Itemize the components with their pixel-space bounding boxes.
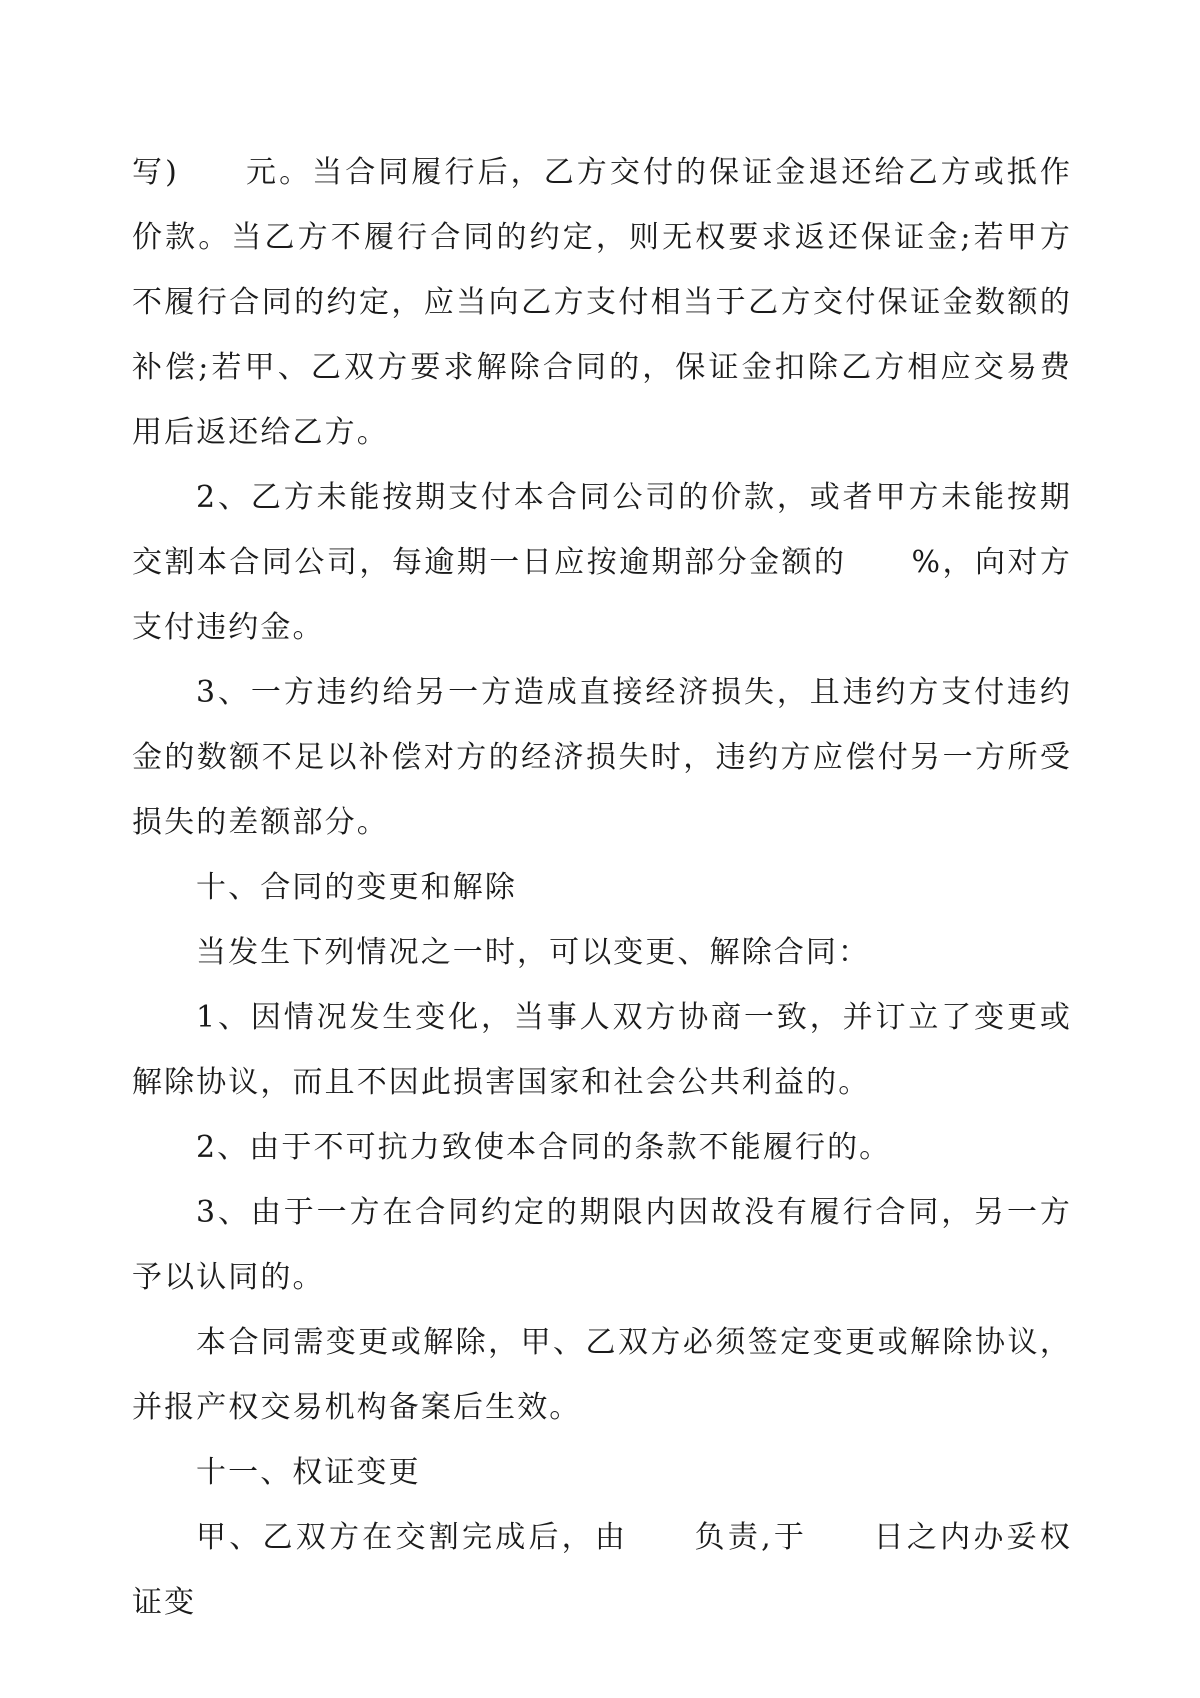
section-heading-contract-change: 十、合同的变更和解除: [196, 870, 517, 905]
section-heading-title-change: 十一、权证变更: [196, 1455, 421, 1490]
paragraph-deposit-terms: 写) 元。当合同履行后，乙方交付的保证金退还给乙方或抵作价款。当乙方不履行合同的约定，则无权要求返还保证金;若甲方不履行合同的约定，应当向乙方支付相当于乙方交付保证金数额的补偿;若甲、乙双方要求解除合同的，保证金扣除乙方相应交易费用后返还给乙方。: [132, 155, 1072, 450]
paragraph-condition-3: 3、由于一方在合同约定的期限内因故没有履行合同，另一方予以认同的。: [132, 1195, 1072, 1295]
paragraph-change-agreement: 本合同需变更或解除，甲、乙双方必须签定变更或解除协议，并报产权交易机构备案后生效。: [132, 1325, 1072, 1425]
document-body: [132, 140, 1072, 1635]
paragraph-condition-1: 1、因情况发生变化，当事人双方协商一致，并订立了变更或解除协议，而且不因此损害国家和社会公共利益的。: [132, 1000, 1072, 1100]
paragraph-change-conditions-intro: 当发生下列情况之一时，可以变更、解除合同：: [196, 935, 871, 970]
paragraph-condition-2: 2、由于不可抗力致使本合同的条款不能履行的。: [196, 1130, 892, 1165]
paragraph-late-payment-penalty: 2、乙方未能按期支付本合同公司的价款，或者甲方未能按期交割本合同公司，每逾期一日应按逾期部分金额的 %，向对方支付违约金。: [132, 480, 1072, 645]
paragraph-damages-compensation: 3、一方违约给另一方造成直接经济损失，且违约方支付违约金的数额不足以补偿对方的经济损失时，违约方应偿付另一方所受损失的差额部分。: [132, 675, 1072, 840]
paragraph-title-transfer: 甲、乙双方在交割完成后，由 负责,于 日之内办妥权证变: [132, 1520, 1072, 1620]
